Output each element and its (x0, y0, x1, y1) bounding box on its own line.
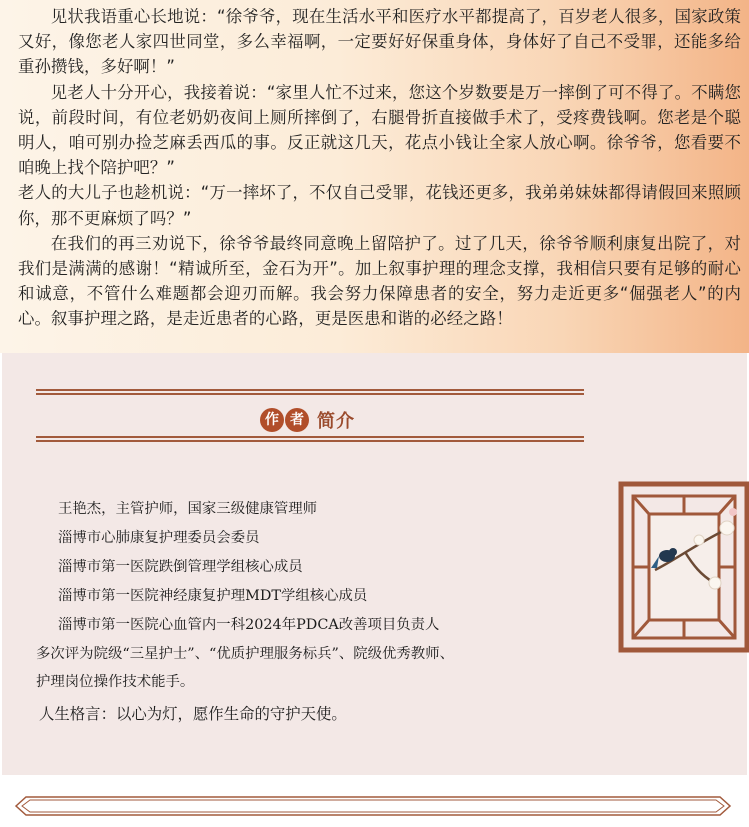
bio-line: 王艳杰，主管护师，国家三级健康管理师 (58, 501, 318, 517)
story-paragraph: 老人的大儿子也趁机说：“万一摔坏了，不仅自己受罪，花钱还更多，我弟弟妹妹都得请假回来照顾你，那不更麻烦了吗？” (18, 183, 741, 228)
badge-zuo: 作 (260, 408, 284, 432)
bio-line: 淄博市第一医院跌倒管理学组核心成员 (58, 559, 303, 575)
bio-line: 淄博市心肺康复护理委员会委员 (58, 530, 260, 546)
lattice-window-decoration (615, 470, 749, 660)
bio-line: 护理岗位操作技术能手。 (36, 674, 195, 690)
top-divider (36, 389, 584, 395)
bottom-ornament-frame (8, 795, 738, 817)
story-paragraph: 在我们的再三劝说下，徐爷爷最终同意晚上留陪护了。过了几天，徐爷爷顺利康复出院了，对我们是满满的感谢！“精诚所至，金石为开”。加上叙事护理的理念支撑，我相信只要有足够的耐心和诚意，不管什么难题都会迎刃而解。我会努力保障患者的安全，努力走近更多“倔强老人”的内心。叙事护理之路，是走近患者的心路，更是医患和谐的必经之路！ (18, 233, 741, 329)
author-heading (260, 403, 355, 437)
story-text (0, 0, 749, 353)
bio-line: 淄博市第一医院心血管内一科2024年PDCA改善项目负责人 (58, 617, 440, 633)
story-paragraph: 见老人十分开心，我接着说：“家里人忙不过来，您这个岁数要是万一摔倒了可不得了。不瞒您说，前段时间，有位老奶奶夜间上厕所摔倒了，右腿骨折直接做手术了，受疼费钱啊。您老是个聪明人，咱可别办捡芝麻丢西瓜的事。反正就这几天，花点小钱让全家人放心啊。徐爷爷，您看要不咱晚上找个陪护吧？” (18, 82, 741, 178)
story-paragraph: 见状我语重心长地说：“徐爷爷，现在生活水平和医疗水平都提高了，百岁老人很多，国家政策又好，像您老人家四世同堂，多么幸福啊，一定要好好保重身体，身体好了自己不受罪，还能多给重孙攒钱，多好啊！” (18, 7, 741, 77)
bio-line: 多次评为院级“三星护士”、“优质护理服务标兵”、院级优秀教师、 (36, 646, 454, 662)
badge-zhe: 者 (285, 408, 309, 432)
bio-line: 淄博市第一医院神经康复护理MDT学组核心成员 (58, 588, 368, 604)
bottom-divider (36, 436, 584, 442)
motto: 人生格言：以心为灯，愿作生命的守护天使。 (39, 705, 347, 723)
heading-title: 简介 (317, 411, 355, 432)
